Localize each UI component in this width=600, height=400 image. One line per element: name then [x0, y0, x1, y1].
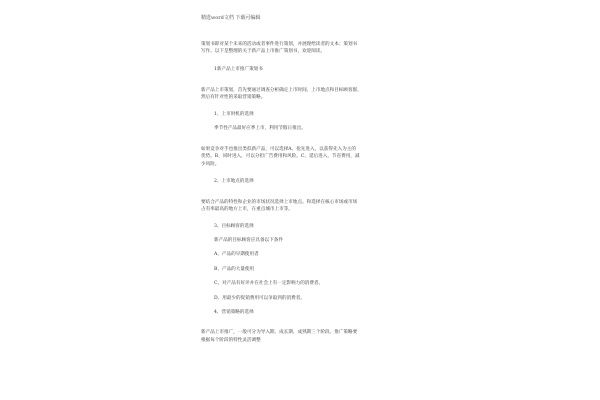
paragraph-2-line-1: 如果竞争对手也推出类似新产品，可以选择A、抢先进入，以获得先入为主的: [201, 147, 356, 152]
paragraph-3-line-2: 占有率最高的地方上市，在重点城市上市等。: [201, 207, 293, 212]
document-header: 精选word文档 下载可编辑: [201, 15, 261, 21]
list-item: D、用最少的促销费用可以争取到的消费者。: [214, 296, 305, 301]
paragraph-2-line-3: 少风险。: [201, 162, 220, 167]
list-item: A、产品的早期使用者: [214, 252, 259, 257]
section-3-heading: 3、目标顾客的选择: [214, 224, 254, 229]
paragraph-3-line-1: 要结合产品的特性和企业的市场状况选择上市地点。和选择在核心市场或市场: [201, 200, 358, 205]
intro-line-1: 策划书即对某个未来的活动或者事件进行策划，并展现给读者的文本；策划书: [201, 42, 358, 47]
section-1-heading: 1、上市时机的选择: [214, 112, 254, 117]
list-item: B、产品的大量使用: [214, 267, 255, 272]
paragraph-2-line-2: 优势。B、同时进入，可以分担广告费用和风险。C、延后进入，节省费用，减: [201, 154, 360, 159]
document-title: 1新产品上市推广策划书: [214, 67, 263, 72]
section-3-text: 新产品的目标顾客应具备以下条件: [214, 238, 283, 243]
paragraph-4-line-2: 根据每个阶段的特性灵活调整: [201, 338, 261, 343]
section-2-heading: 2、上市地点的选择: [214, 179, 254, 184]
list-item: C、对产品有好评并在社会上有一定影响力的消费者。: [214, 281, 324, 286]
intro-line-2: 写作。以下是整理的关于新产品上市推广策划书，欢迎阅读。: [201, 49, 326, 54]
section-4-heading: 4、营销策略的选择: [214, 310, 254, 315]
paragraph-4-line-1: 新产品上市推广，一般可分为导入期、成长期、成熟期三个阶段。推广策略要: [201, 330, 358, 335]
paragraph-1-line-2: 然后有针对性的采取营销策略。: [201, 95, 266, 100]
paragraph-1-line-1: 新产品上市策划，首先要通过调查分析确定上市时间、上市地点和目标顾客群，: [201, 88, 362, 93]
section-1-text: 季节性产品最好应季上市，利用节假日推出。: [214, 126, 306, 131]
